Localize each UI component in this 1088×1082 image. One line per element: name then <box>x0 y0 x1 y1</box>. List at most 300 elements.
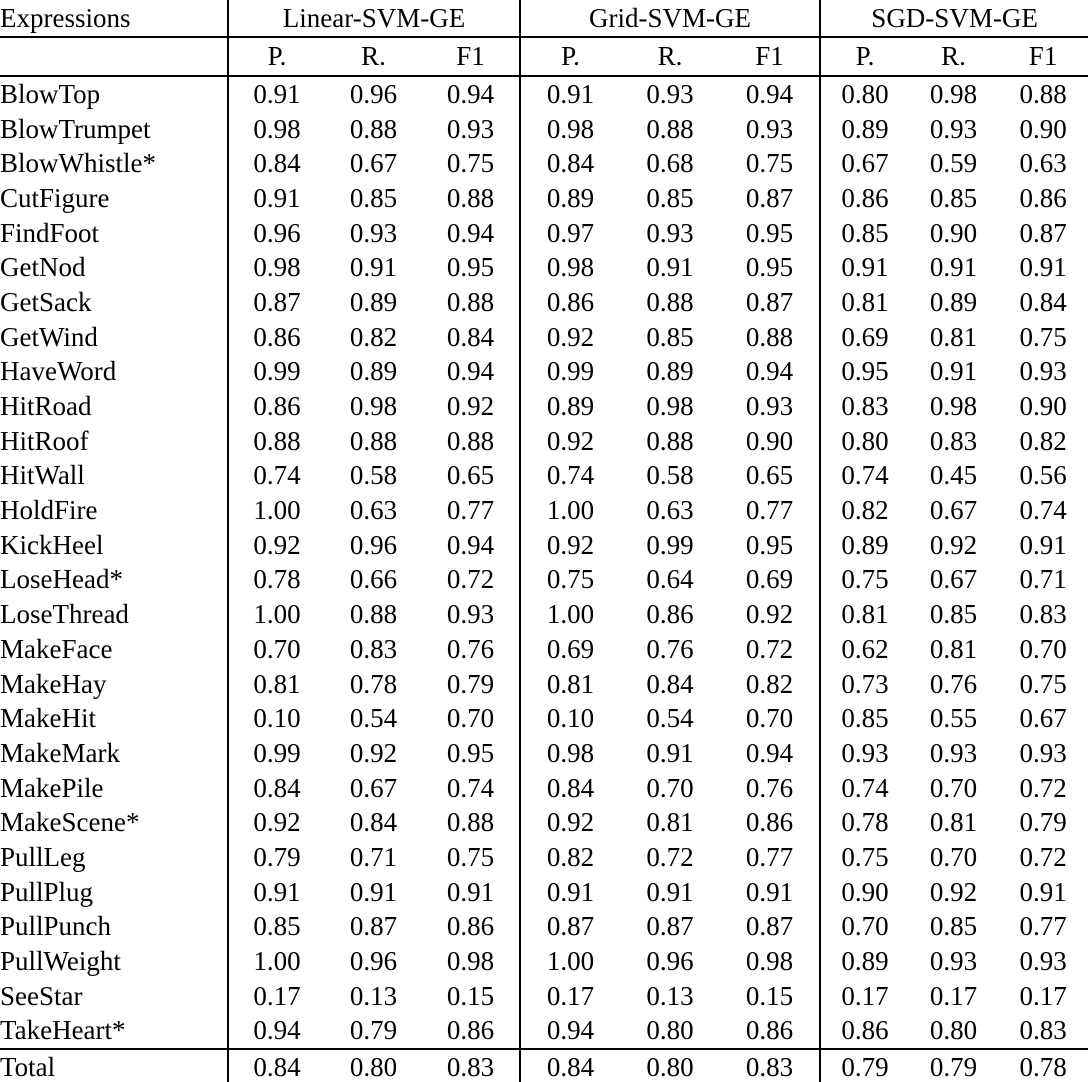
table-row <box>0 459 1088 494</box>
metric-value: 0.92 <box>546 529 595 560</box>
metric-value: 0.70 <box>253 633 301 664</box>
expression-label: MakeMark <box>0 736 228 771</box>
metric-value: 0.89 <box>349 286 398 317</box>
metric-value: 0.67 <box>929 495 978 526</box>
metric-value: 0.94 <box>422 528 520 563</box>
metric-value: 0.90 <box>1019 391 1067 422</box>
table-row <box>0 563 1088 598</box>
table-row <box>0 910 1088 945</box>
metric-value: 0.13 <box>646 980 694 1011</box>
table-row <box>0 840 1088 875</box>
metric-value: 0.86 <box>841 1015 889 1046</box>
metric-value: 0.91 <box>646 876 694 907</box>
metric-value: 1.00 <box>253 495 301 526</box>
metric-value: 1.00 <box>546 495 595 526</box>
metric-value: 0.68 <box>646 148 694 179</box>
metric-value: 0.89 <box>349 356 398 387</box>
expression-label: MakePile <box>0 771 228 806</box>
metric-value: 0.84 <box>646 668 694 699</box>
metric-value: 0.75 <box>720 146 820 181</box>
metric-value: 0.96 <box>349 78 398 109</box>
expression-label: BlowWhistle* <box>0 146 228 181</box>
metric-value: 0.58 <box>349 460 398 491</box>
metric-value: 0.78 <box>349 668 398 699</box>
metric-value: 0.80 <box>620 1049 720 1082</box>
metric-value: 0.71 <box>349 841 398 872</box>
metric-value: 0.86 <box>253 391 301 422</box>
metric-value: 0.85 <box>841 217 889 248</box>
col-header-recall: R. <box>325 37 422 76</box>
metric-value: 0.94 <box>253 1015 301 1046</box>
metric-value: 0.84 <box>422 320 520 355</box>
expression-label: GetWind <box>0 320 228 355</box>
metric-value: 0.93 <box>646 217 694 248</box>
expression-label: TakeHeart* <box>0 1014 228 1050</box>
metric-value: 0.85 <box>646 182 694 213</box>
metric-value: 0.45 <box>929 460 978 491</box>
metric-value: 0.83 <box>720 1049 820 1082</box>
col-header-precision: P. <box>820 37 909 76</box>
metric-value: 0.76 <box>929 668 978 699</box>
expression-label: LoseThread <box>0 597 228 632</box>
metric-value: 0.91 <box>646 737 694 768</box>
metric-value: 0.79 <box>820 1049 909 1082</box>
metric-value: 0.67 <box>929 564 978 595</box>
table-body <box>0 76 1088 1049</box>
col-header-recall: R. <box>909 37 998 76</box>
metric-value: 0.95 <box>720 528 820 563</box>
metric-value: 0.84 <box>349 807 398 838</box>
metric-value: 0.91 <box>546 78 595 109</box>
metric-value: 0.89 <box>841 529 889 560</box>
group-header-row <box>0 0 1088 37</box>
table-row <box>0 424 1088 459</box>
metric-value: 0.91 <box>253 876 301 907</box>
metric-value: 0.81 <box>929 807 978 838</box>
metric-value: 0.82 <box>1019 425 1067 456</box>
metric-value: 0.65 <box>422 459 520 494</box>
metric-value: 0.95 <box>422 250 520 285</box>
expression-label: KickHeel <box>0 528 228 563</box>
expression-label: HitRoof <box>0 424 228 459</box>
metric-value: 0.79 <box>1019 807 1067 838</box>
metric-value: 0.95 <box>422 736 520 771</box>
metric-value: 0.75 <box>1019 321 1067 352</box>
metric-value: 0.82 <box>720 667 820 702</box>
metric-value: 0.99 <box>546 356 595 387</box>
metric-value: 0.72 <box>720 632 820 667</box>
metric-value: 0.99 <box>253 737 301 768</box>
metric-value: 0.70 <box>929 772 978 803</box>
metric-value: 0.17 <box>546 980 595 1011</box>
table-row <box>0 76 1088 112</box>
table-row <box>0 632 1088 667</box>
col-header-recall: R. <box>620 37 720 76</box>
metric-value: 0.87 <box>646 911 694 942</box>
metric-value: 0.84 <box>1019 286 1067 317</box>
metric-value: 0.91 <box>253 182 301 213</box>
metric-value: 0.84 <box>546 772 595 803</box>
metric-value: 0.75 <box>422 840 520 875</box>
metric-value: 1.00 <box>546 599 595 630</box>
metric-value: 0.70 <box>646 772 694 803</box>
metric-value: 0.86 <box>253 321 301 352</box>
metric-value: 0.83 <box>929 425 978 456</box>
metric-value: 0.93 <box>720 389 820 424</box>
metric-value: 0.69 <box>720 563 820 598</box>
metric-value: 0.92 <box>546 807 595 838</box>
table-row <box>0 805 1088 840</box>
metric-value: 0.88 <box>720 320 820 355</box>
metric-value: 0.99 <box>253 356 301 387</box>
metric-value: 0.86 <box>546 286 595 317</box>
metric-value: 0.98 <box>253 113 301 144</box>
metric-value: 0.67 <box>349 772 398 803</box>
expression-label: MakeHay <box>0 667 228 702</box>
expression-label: LoseHead* <box>0 563 228 598</box>
expression-label: HitRoad <box>0 389 228 424</box>
metric-value: 0.17 <box>929 980 978 1011</box>
metric-value: 0.85 <box>349 182 398 213</box>
metric-value: 0.94 <box>422 355 520 390</box>
table-row <box>0 597 1088 632</box>
metric-value: 0.70 <box>422 701 520 736</box>
metric-value: 0.65 <box>720 459 820 494</box>
metric-value: 0.17 <box>1019 980 1067 1011</box>
expression-label: HitWall <box>0 459 228 494</box>
col-header-f1: F1 <box>422 37 520 76</box>
metric-value: 0.72 <box>1019 841 1067 872</box>
metric-value: 0.92 <box>253 529 301 560</box>
metric-value: 0.96 <box>349 946 398 977</box>
metric-value: 0.93 <box>929 946 978 977</box>
table-row <box>0 736 1088 771</box>
metric-value: 0.69 <box>546 633 595 664</box>
metric-value: 0.58 <box>646 460 694 491</box>
metric-value: 0.91 <box>1019 529 1067 560</box>
metric-value: 0.75 <box>422 146 520 181</box>
metric-value: 0.95 <box>720 216 820 251</box>
metric-value: 0.98 <box>349 391 398 422</box>
table-row <box>0 181 1088 216</box>
table-row <box>0 146 1088 181</box>
metric-value: 0.89 <box>929 286 978 317</box>
table-row <box>0 944 1088 979</box>
metric-value: 0.87 <box>720 285 820 320</box>
metric-value: 0.74 <box>841 772 889 803</box>
metric-value: 0.86 <box>720 1014 820 1050</box>
table-row <box>0 493 1088 528</box>
metric-value: 0.63 <box>349 495 398 526</box>
expressions-header: Expressions <box>0 0 228 37</box>
metric-value: 0.92 <box>349 737 398 768</box>
metric-value: 0.92 <box>929 529 978 560</box>
metric-value: 0.90 <box>720 424 820 459</box>
metric-value: 0.84 <box>253 148 301 179</box>
metric-value: 0.77 <box>1019 911 1067 942</box>
metric-value: 0.72 <box>422 563 520 598</box>
metric-value: 0.75 <box>841 564 889 595</box>
metric-value: 0.86 <box>646 599 694 630</box>
metric-value: 0.75 <box>841 841 889 872</box>
metric-value: 0.88 <box>253 425 301 456</box>
metric-value: 0.87 <box>720 181 820 216</box>
metric-value: 0.92 <box>720 597 820 632</box>
empty-corner-cell <box>0 37 228 76</box>
metric-value: 0.89 <box>546 391 595 422</box>
expression-label: HoldFire <box>0 493 228 528</box>
metric-value: 0.82 <box>841 495 889 526</box>
metric-value: 0.84 <box>520 1049 620 1082</box>
metric-value: 0.87 <box>720 910 820 945</box>
metric-value: 0.81 <box>546 668 595 699</box>
metric-value: 0.88 <box>422 181 520 216</box>
metric-value: 0.69 <box>841 321 889 352</box>
metric-value: 1.00 <box>253 946 301 977</box>
metric-value: 0.13 <box>349 980 398 1011</box>
expression-label: PullWeight <box>0 944 228 979</box>
metric-value: 0.91 <box>929 252 978 283</box>
table-row <box>0 355 1088 390</box>
metric-value: 0.94 <box>720 76 820 112</box>
metric-value: 0.80 <box>841 78 889 109</box>
metric-value: 0.78 <box>841 807 889 838</box>
metric-value: 1.00 <box>253 599 301 630</box>
group-header-grid-svm-ge: Grid-SVM-GE <box>520 0 820 37</box>
metric-value: 0.88 <box>349 113 398 144</box>
metric-value: 0.90 <box>929 217 978 248</box>
metric-value: 0.95 <box>841 356 889 387</box>
metric-value: 0.92 <box>929 876 978 907</box>
metric-value: 0.82 <box>546 841 595 872</box>
metric-value: 0.81 <box>841 599 889 630</box>
col-header-precision: P. <box>520 37 620 76</box>
metric-value: 0.91 <box>841 252 889 283</box>
metric-value: 0.78 <box>998 1049 1088 1082</box>
metric-value: 0.80 <box>841 425 889 456</box>
metric-value: 0.91 <box>720 875 820 910</box>
metric-value: 0.97 <box>546 217 595 248</box>
group-header-linear-svm-ge: Linear-SVM-GE <box>228 0 520 37</box>
metric-value: 0.10 <box>546 703 595 734</box>
metric-value: 0.54 <box>349 703 398 734</box>
metric-value: 0.17 <box>841 980 889 1011</box>
metric-value: 0.94 <box>422 76 520 112</box>
metric-value: 0.84 <box>546 148 595 179</box>
metric-value: 0.80 <box>929 1015 978 1046</box>
metric-value: 0.74 <box>841 460 889 491</box>
metric-value: 0.79 <box>909 1049 998 1082</box>
metric-value: 0.59 <box>929 148 978 179</box>
metric-value: 0.86 <box>422 1014 520 1050</box>
metric-value: 0.84 <box>253 772 301 803</box>
metric-value: 0.74 <box>253 460 301 491</box>
metric-value: 0.67 <box>1019 703 1067 734</box>
metric-value: 0.70 <box>1019 633 1067 664</box>
metric-value: 0.62 <box>841 633 889 664</box>
expression-label: BlowTrumpet <box>0 112 228 147</box>
expression-label: PullPunch <box>0 910 228 945</box>
metric-value: 0.78 <box>253 564 301 595</box>
total-row <box>0 1049 1088 1082</box>
metric-value: 0.67 <box>841 148 889 179</box>
metric-value: 0.94 <box>422 216 520 251</box>
metric-value: 0.90 <box>1019 113 1067 144</box>
metric-value: 0.17 <box>253 980 301 1011</box>
metric-value: 0.93 <box>349 217 398 248</box>
metric-value: 0.98 <box>646 391 694 422</box>
metric-value: 0.85 <box>646 321 694 352</box>
metric-value: 0.66 <box>349 564 398 595</box>
metric-value: 0.93 <box>422 112 520 147</box>
metric-value: 0.94 <box>720 355 820 390</box>
metric-value: 0.96 <box>646 946 694 977</box>
expression-label: PullPlug <box>0 875 228 910</box>
metric-value: 0.64 <box>646 564 694 595</box>
metric-value: 0.91 <box>929 356 978 387</box>
table-row <box>0 112 1088 147</box>
metric-value: 0.70 <box>720 701 820 736</box>
table-row <box>0 979 1088 1014</box>
metric-value: 0.82 <box>349 321 398 352</box>
metric-value: 0.80 <box>646 1015 694 1046</box>
metric-value: 0.93 <box>720 112 820 147</box>
expression-label: PullLeg <box>0 840 228 875</box>
metric-value: 0.83 <box>841 391 889 422</box>
metric-value: 0.91 <box>1019 876 1067 907</box>
metric-value: 0.98 <box>720 944 820 979</box>
metric-value: 0.87 <box>349 911 398 942</box>
expression-label: GetNod <box>0 250 228 285</box>
metric-value: 0.70 <box>841 911 889 942</box>
metric-value: 0.88 <box>1019 78 1067 109</box>
metric-value: 0.93 <box>422 597 520 632</box>
metric-value: 0.63 <box>646 495 694 526</box>
metric-value: 0.91 <box>349 252 398 283</box>
metric-value: 0.15 <box>720 979 820 1014</box>
metric-value: 0.10 <box>253 703 301 734</box>
metric-value: 0.88 <box>349 599 398 630</box>
metric-value: 0.76 <box>720 771 820 806</box>
metric-value: 0.72 <box>646 841 694 872</box>
metric-value: 0.98 <box>929 78 978 109</box>
expression-label: MakeScene* <box>0 805 228 840</box>
metric-value: 0.74 <box>1019 495 1067 526</box>
metric-value: 0.89 <box>546 182 595 213</box>
metric-value: 0.86 <box>841 182 889 213</box>
expression-label: MakeFace <box>0 632 228 667</box>
metric-value: 0.98 <box>546 113 595 144</box>
expression-label: CutFigure <box>0 181 228 216</box>
table-row <box>0 250 1088 285</box>
metric-value: 0.81 <box>841 286 889 317</box>
metric-value: 0.74 <box>422 771 520 806</box>
metric-value: 0.70 <box>929 841 978 872</box>
metric-value: 0.88 <box>349 425 398 456</box>
col-header-precision: P. <box>228 37 325 76</box>
metric-value: 0.93 <box>646 78 694 109</box>
metric-value: 0.88 <box>422 805 520 840</box>
metric-value: 0.88 <box>646 425 694 456</box>
metric-value: 0.92 <box>546 425 595 456</box>
metric-value: 0.63 <box>1019 148 1067 179</box>
metric-value: 0.91 <box>646 252 694 283</box>
metric-value: 0.79 <box>422 667 520 702</box>
metric-value: 0.96 <box>349 529 398 560</box>
metric-value: 0.15 <box>422 979 520 1014</box>
metric-value: 0.72 <box>1019 772 1067 803</box>
metric-value: 0.91 <box>422 875 520 910</box>
expression-label: MakeHit <box>0 701 228 736</box>
metric-value: 0.88 <box>422 424 520 459</box>
metric-value: 0.77 <box>422 493 520 528</box>
metric-value: 0.81 <box>253 668 301 699</box>
metric-value: 0.91 <box>1019 252 1067 283</box>
metric-value: 0.80 <box>325 1049 422 1082</box>
metric-value: 0.67 <box>349 148 398 179</box>
metric-value: 0.75 <box>546 564 595 595</box>
metric-value: 0.85 <box>929 182 978 213</box>
metric-value: 0.96 <box>253 217 301 248</box>
expression-label: GetSack <box>0 285 228 320</box>
col-header-f1: F1 <box>998 37 1088 76</box>
table-row <box>0 216 1088 251</box>
table-row <box>0 701 1088 736</box>
metric-header-row <box>0 37 1088 76</box>
metric-value: 0.94 <box>720 736 820 771</box>
metric-value: 0.98 <box>929 391 978 422</box>
metric-value: 0.83 <box>422 1049 520 1082</box>
metric-value: 0.83 <box>1019 1015 1067 1046</box>
metric-value: 0.86 <box>1019 182 1067 213</box>
metric-value: 0.93 <box>841 737 889 768</box>
metric-value: 0.88 <box>646 113 694 144</box>
metric-value: 0.87 <box>546 911 595 942</box>
metric-value: 0.73 <box>841 668 889 699</box>
metric-value: 0.83 <box>349 633 398 664</box>
table-row <box>0 771 1088 806</box>
metric-value: 0.92 <box>253 807 301 838</box>
metric-value: 0.99 <box>646 529 694 560</box>
metric-value: 0.91 <box>349 876 398 907</box>
metric-value: 0.55 <box>929 703 978 734</box>
metric-value: 0.56 <box>1019 460 1067 491</box>
metric-value: 0.86 <box>422 910 520 945</box>
metric-value: 0.88 <box>422 285 520 320</box>
expression-label: FindFoot <box>0 216 228 251</box>
table-row <box>0 1014 1088 1050</box>
metric-value: 0.88 <box>646 286 694 317</box>
metric-value: 0.85 <box>253 911 301 942</box>
metric-value: 0.87 <box>253 286 301 317</box>
metric-value: 0.85 <box>929 911 978 942</box>
metric-value: 0.98 <box>546 252 595 283</box>
metric-value: 0.77 <box>720 840 820 875</box>
col-header-f1: F1 <box>720 37 820 76</box>
metric-value: 0.93 <box>1019 356 1067 387</box>
metric-value: 0.95 <box>720 250 820 285</box>
metric-value: 0.86 <box>720 805 820 840</box>
metric-value: 0.91 <box>546 876 595 907</box>
metric-value: 0.92 <box>546 321 595 352</box>
metric-value: 0.91 <box>253 78 301 109</box>
expression-label: HaveWord <box>0 355 228 390</box>
metric-value: 0.75 <box>1019 668 1067 699</box>
metric-value: 0.93 <box>1019 737 1067 768</box>
metric-value: 0.98 <box>422 944 520 979</box>
metric-value: 0.87 <box>1019 217 1067 248</box>
metric-value: 0.93 <box>929 113 978 144</box>
